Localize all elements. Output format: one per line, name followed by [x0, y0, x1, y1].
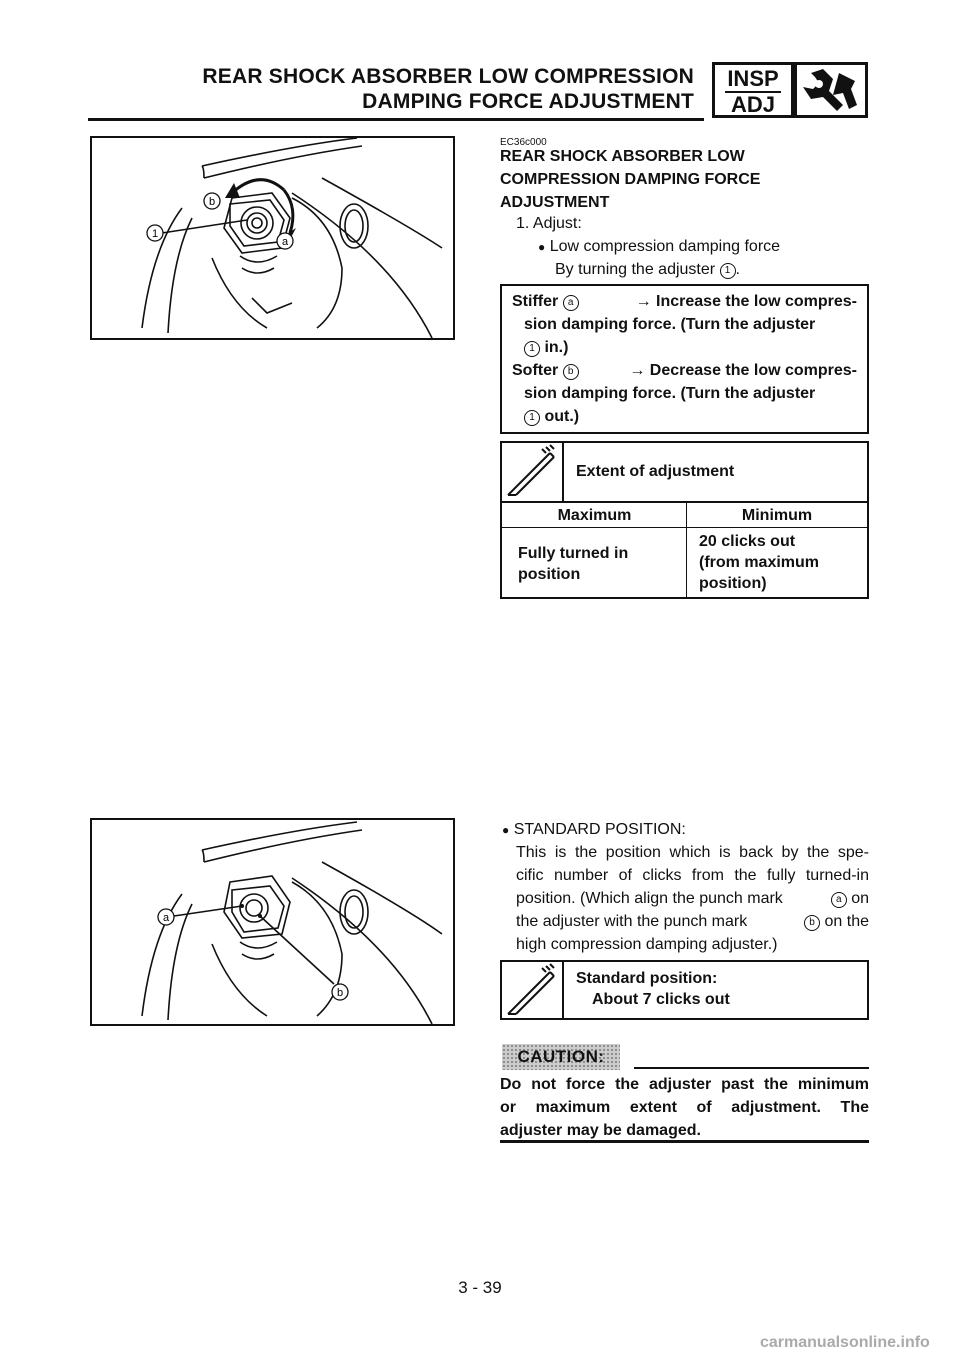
extent-spec-box	[500, 441, 869, 599]
figure-2-drawing	[92, 820, 453, 1024]
bullet-dot: ●	[502, 823, 510, 837]
bullet-sub	[555, 258, 740, 281]
caution-badge: CAUTION:	[502, 1044, 620, 1070]
standard-line4: the adjuster with the punch mark b on the	[516, 913, 869, 930]
spec-icon-cell	[502, 962, 564, 1018]
figure-punch-marks	[90, 818, 455, 1026]
wrench-icon-box	[794, 62, 868, 118]
extent-title: Extent of adjustment	[576, 463, 735, 480]
ref-1: 1	[720, 263, 736, 279]
caliper-icon	[502, 443, 560, 499]
section-heading	[500, 145, 760, 214]
figure-2-label-a: a	[162, 912, 170, 924]
spec-icon-cell	[502, 443, 564, 501]
page-title-line1: REAR SHOCK ABSORBER LOW COMPRESSION	[202, 65, 694, 88]
standard-position-body	[516, 841, 869, 956]
figure-1-drawing	[92, 138, 453, 338]
standard-box-label: Standard position:	[576, 970, 718, 987]
section-heading-line1: REAR SHOCK ABSORBER LOW	[500, 148, 745, 165]
bullet-low-compression	[538, 235, 780, 259]
section-tab-insp-adj	[712, 62, 794, 118]
extent-max-value: Fully turned in position	[518, 545, 629, 583]
figure-1-label-b: b	[208, 196, 216, 208]
stiffer-line2: sion damping force. (Turn the adjuster	[524, 316, 816, 333]
caution-line1: Do not force the adjuster past the minimum	[500, 1076, 869, 1093]
section-heading-line2: COMPRESSION DAMPING FORCE	[500, 171, 761, 188]
standard-line1: This is the position which is back by the spe-	[516, 844, 869, 861]
caution-end-rule	[500, 1140, 869, 1143]
figure-1-label-a: a	[281, 236, 289, 248]
bullet-dot: ●	[538, 240, 546, 254]
tab-top-label: INSP	[727, 66, 779, 91]
bullet-low-compression-text: Low compression damping force	[549, 238, 781, 255]
extent-col-min: Minimum	[741, 507, 813, 524]
standard-line3: position. (Which align the punch mark a on	[516, 890, 869, 907]
figure-2-label-b: b	[336, 987, 344, 999]
caution-rule	[634, 1067, 869, 1069]
caliper-icon	[502, 962, 560, 1018]
extent-col-max: Maximum	[557, 507, 632, 524]
softer-line1-text: → Decrease the low compres-	[629, 362, 857, 379]
caution-line2: or maximum extent of adjustment. The	[500, 1099, 869, 1116]
stiffer-line3: 1 in.)	[512, 336, 857, 359]
stiffer-label: Stiffer a	[512, 290, 579, 313]
softer-line1	[512, 359, 857, 382]
ref-a: a	[563, 295, 579, 311]
figure-1-label-1: 1	[151, 228, 159, 240]
standard-spec-box	[500, 960, 869, 1020]
standard-line5: high compression damping adjuster.)	[516, 936, 778, 953]
ref-b: b	[804, 915, 820, 931]
figure-adjuster-turning	[90, 136, 455, 340]
caution-text	[500, 1073, 869, 1142]
extent-header-rule	[502, 501, 867, 503]
header-rule	[88, 118, 704, 121]
tab-bottom-label: ADJ	[730, 92, 775, 117]
stiffer-line1	[512, 290, 857, 313]
extent-col-divider	[686, 501, 687, 599]
step-adjust: 1. Adjust:	[516, 215, 582, 232]
stiffer-softer-box	[500, 284, 869, 434]
softer-line2: sion damping force. (Turn the adjuster	[524, 385, 816, 402]
section-heading-line3: ADJUSTMENT	[500, 194, 610, 211]
caution-line3: adjuster may be damaged.	[500, 1122, 701, 1139]
extent-col-rule	[502, 527, 867, 528]
section-code: EC36c000	[500, 137, 547, 148]
wrench-icon	[797, 65, 865, 115]
extent-min-value: 20 clicks out (from maximum position)	[699, 533, 820, 592]
standard-position-heading: STANDARD POSITION:	[513, 821, 686, 838]
ref-1: 1	[524, 341, 540, 357]
ref-b: b	[563, 364, 579, 380]
page-title-line2: DAMPING FORCE ADJUSTMENT	[362, 90, 694, 113]
ref-1: 1	[524, 410, 540, 426]
standard-position-bullet	[502, 818, 686, 842]
stiffer-line1-text: → Increase the low compres-	[635, 293, 857, 310]
standard-box-value: About 7 clicks out	[592, 991, 730, 1008]
watermark: carmanualsonline.info	[760, 1334, 930, 1351]
softer-label: Softer b	[512, 359, 579, 382]
bullet-sub-text: By turning the adjuster	[555, 261, 716, 278]
ref-a: a	[831, 892, 847, 908]
bullet-sub-end: .	[735, 261, 740, 278]
page-number: 3 - 39	[458, 1278, 502, 1297]
softer-line3: 1 out.)	[512, 405, 857, 428]
standard-line2: cific number of clicks from the fully turned-in	[516, 867, 869, 884]
